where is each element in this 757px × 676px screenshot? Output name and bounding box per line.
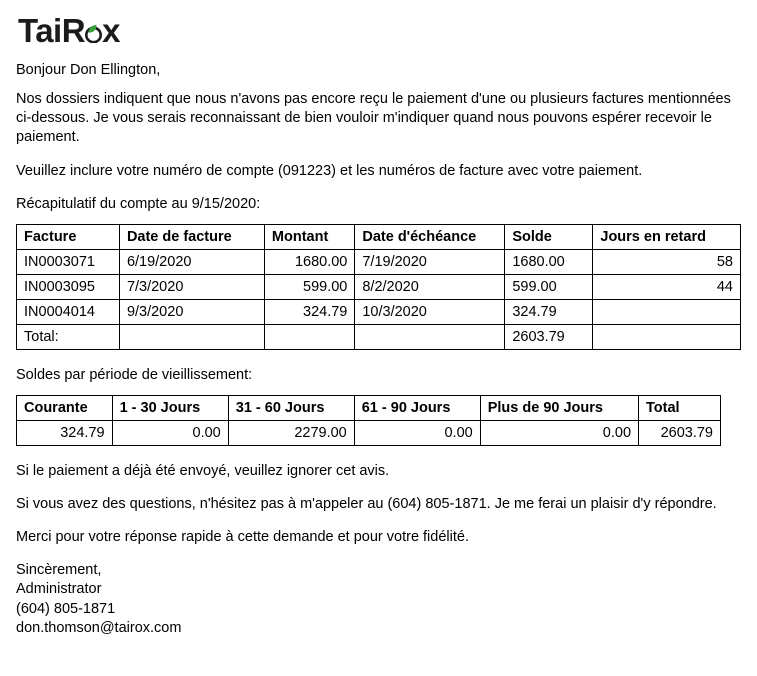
aging-heading: Soldes par période de vieillissement: bbox=[16, 366, 253, 383]
paragraph-overdue-notice: Nos dossiers indiquent que nous n'avons pas encore reçu le paiement d'une ou plusieurs factures mentionnées ci-dessous. Je vous serais reconnaissant de bien vouloir m'indiquer quand nous pouvons espérer recevoir le paiement. bbox=[16, 91, 731, 146]
column-header-current: Courante bbox=[17, 395, 113, 420]
cell-days-overdue: 58 bbox=[593, 249, 741, 274]
cell-over-90: 0.00 bbox=[480, 420, 638, 445]
signature-closing: Sincèrement, bbox=[16, 562, 102, 579]
invoice-table bbox=[16, 224, 741, 350]
cell-total-label: Total: bbox=[17, 324, 120, 349]
cell-balance: 599.00 bbox=[505, 274, 593, 299]
paragraph-ignore-notice: Si le paiement a déjà été envoyé, veuillez ignorer cet avis. bbox=[16, 462, 390, 479]
table-row bbox=[17, 249, 741, 274]
cell-days-overdue bbox=[593, 299, 741, 324]
cell-total-due-date bbox=[355, 324, 505, 349]
logo-text-before: TaiR bbox=[18, 12, 86, 49]
signature-phone: (604) 805-1871 bbox=[16, 600, 116, 617]
table-row bbox=[17, 274, 741, 299]
table-row bbox=[17, 299, 741, 324]
greeting: Bonjour Don Ellington, bbox=[16, 62, 161, 78]
aging-table bbox=[16, 395, 721, 446]
cell-invoice: IN0004014 bbox=[17, 299, 120, 324]
cell-balance: 1680.00 bbox=[505, 249, 593, 274]
cell-total-days-overdue bbox=[593, 324, 741, 349]
logo-text-after: x bbox=[102, 12, 120, 49]
paragraph-questions: Si vous avez des questions, n'hésitez pas à m'appeler au (604) 805-1871. Je me ferai un plaisir d'y répondre. bbox=[16, 496, 717, 512]
table-header-row bbox=[17, 224, 741, 249]
aging-header-row bbox=[17, 395, 721, 420]
cell-31-60: 2279.00 bbox=[228, 420, 354, 445]
cell-invoice: IN0003071 bbox=[17, 249, 120, 274]
column-header-total: Total bbox=[639, 395, 721, 420]
aging-value-row bbox=[17, 420, 721, 445]
tairox-logo bbox=[18, 14, 120, 47]
cell-balance: 324.79 bbox=[505, 299, 593, 324]
column-header-over-90: Plus de 90 Jours bbox=[480, 395, 638, 420]
cell-days-overdue: 44 bbox=[593, 274, 741, 299]
table-total-row bbox=[17, 324, 741, 349]
column-header-amount: Montant bbox=[264, 224, 354, 249]
cell-invoice-date: 7/3/2020 bbox=[119, 274, 264, 299]
cell-invoice-date: 9/3/2020 bbox=[119, 299, 264, 324]
cell-due-date: 7/19/2020 bbox=[355, 249, 505, 274]
cell-invoice: IN0003095 bbox=[17, 274, 120, 299]
column-header-61-90: 61 - 90 Jours bbox=[354, 395, 480, 420]
cell-total-invoice-date bbox=[119, 324, 264, 349]
summary-heading: Récapitulatif du compte au 9/15/2020: bbox=[16, 195, 261, 212]
cell-current: 324.79 bbox=[17, 420, 113, 445]
signature-block bbox=[16, 561, 741, 638]
column-header-invoice: Facture bbox=[17, 224, 120, 249]
leaf-icon bbox=[84, 24, 103, 43]
column-header-31-60: 31 - 60 Jours bbox=[228, 395, 354, 420]
cell-due-date: 8/2/2020 bbox=[355, 274, 505, 299]
cell-total-amount bbox=[264, 324, 354, 349]
cell-invoice-date: 6/19/2020 bbox=[119, 249, 264, 274]
paragraph-thanks: Merci pour votre réponse rapide à cette demande et pour votre fidélité. bbox=[16, 529, 469, 546]
column-header-1-30: 1 - 30 Jours bbox=[112, 395, 228, 420]
column-header-days-overdue: Jours en retard bbox=[593, 224, 741, 249]
cell-aging-total: 2603.79 bbox=[639, 420, 721, 445]
column-header-due-date: Date d'échéance bbox=[355, 224, 505, 249]
column-header-invoice-date: Date de facture bbox=[119, 224, 264, 249]
cell-amount: 599.00 bbox=[264, 274, 354, 299]
cell-amount: 324.79 bbox=[264, 299, 354, 324]
signature-name: Administrator bbox=[16, 581, 102, 598]
cell-61-90: 0.00 bbox=[354, 420, 480, 445]
signature-email: don.thomson@tairox.com bbox=[16, 619, 182, 636]
cell-amount: 1680.00 bbox=[264, 249, 354, 274]
paragraph-account-number: Veuillez inclure votre numéro de compte (091223) et les numéros de facture avec votre paiement. bbox=[16, 162, 643, 179]
cell-1-30: 0.00 bbox=[112, 420, 228, 445]
column-header-balance: Solde bbox=[505, 224, 593, 249]
cell-due-date: 10/3/2020 bbox=[355, 299, 505, 324]
cell-total-balance: 2603.79 bbox=[505, 324, 593, 349]
